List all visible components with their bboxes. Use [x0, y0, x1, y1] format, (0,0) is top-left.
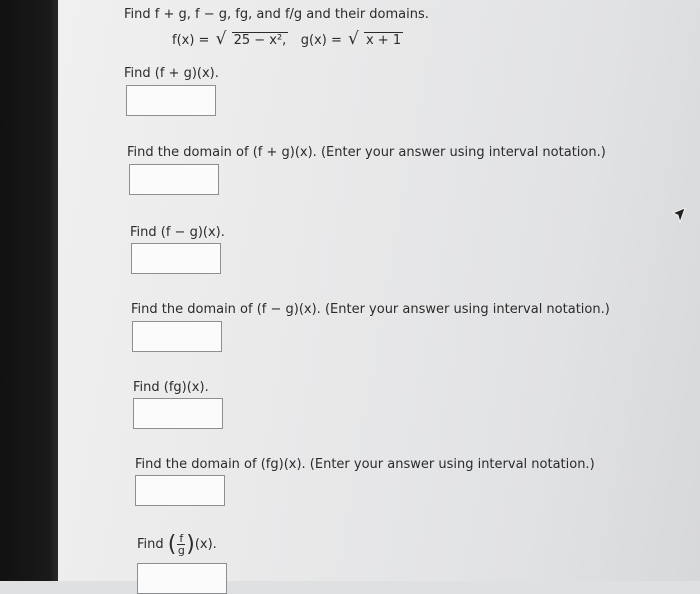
- f-definition-label: f(x) =: [172, 33, 214, 48]
- function-definitions: [172, 32, 403, 48]
- prompt-domain-f-plus-g: Find the domain of (f + g)(x). (Enter your answer using interval notation.): [127, 145, 606, 160]
- answer-input-domain-fg[interactable]: [135, 475, 225, 506]
- f-radicand: 25 − x²,: [233, 33, 287, 48]
- problem-intro: Find f + g, f − g, fg, and f/g and their domains.: [124, 7, 429, 22]
- fraction-denominator: g: [177, 544, 185, 557]
- prompt-domain-fg: Find the domain of (fg)(x). (Enter your answer using interval notation.): [135, 457, 595, 472]
- f-sqrt: [216, 32, 289, 48]
- close-paren: ): [186, 532, 195, 557]
- answer-input-f-plus-g[interactable]: [126, 85, 216, 116]
- prompt-f-over-g-prefix: Find: [137, 537, 164, 552]
- prompt-f-over-g: [137, 532, 217, 557]
- fraction-numerator: f: [179, 532, 184, 545]
- mouse-pointer-icon: [672, 207, 686, 223]
- open-paren: (: [167, 532, 177, 557]
- prompt-fg: Find (fg)(x).: [133, 380, 209, 395]
- prompt-f-over-g-suffix: (x).: [194, 537, 217, 552]
- g-definition-label: g(x) =: [300, 33, 346, 48]
- monitor-bezel: [0, 0, 58, 581]
- answer-input-f-over-g[interactable]: [137, 563, 227, 594]
- prompt-domain-f-minus-g: Find the domain of (f − g)(x). (Enter your answer using interval notation.): [131, 302, 610, 317]
- answer-input-fg[interactable]: [133, 398, 223, 429]
- g-sqrt: [348, 32, 403, 48]
- answer-input-f-minus-g[interactable]: [131, 243, 221, 274]
- g-radicand: x + 1: [365, 33, 402, 48]
- answer-input-domain-f-plus-g[interactable]: [129, 164, 219, 195]
- prompt-f-plus-g: Find (f + g)(x).: [124, 66, 219, 81]
- answer-input-domain-f-minus-g[interactable]: [132, 321, 222, 352]
- prompt-f-minus-g: Find (f − g)(x).: [130, 225, 225, 240]
- fraction-f-over-g: [177, 533, 185, 556]
